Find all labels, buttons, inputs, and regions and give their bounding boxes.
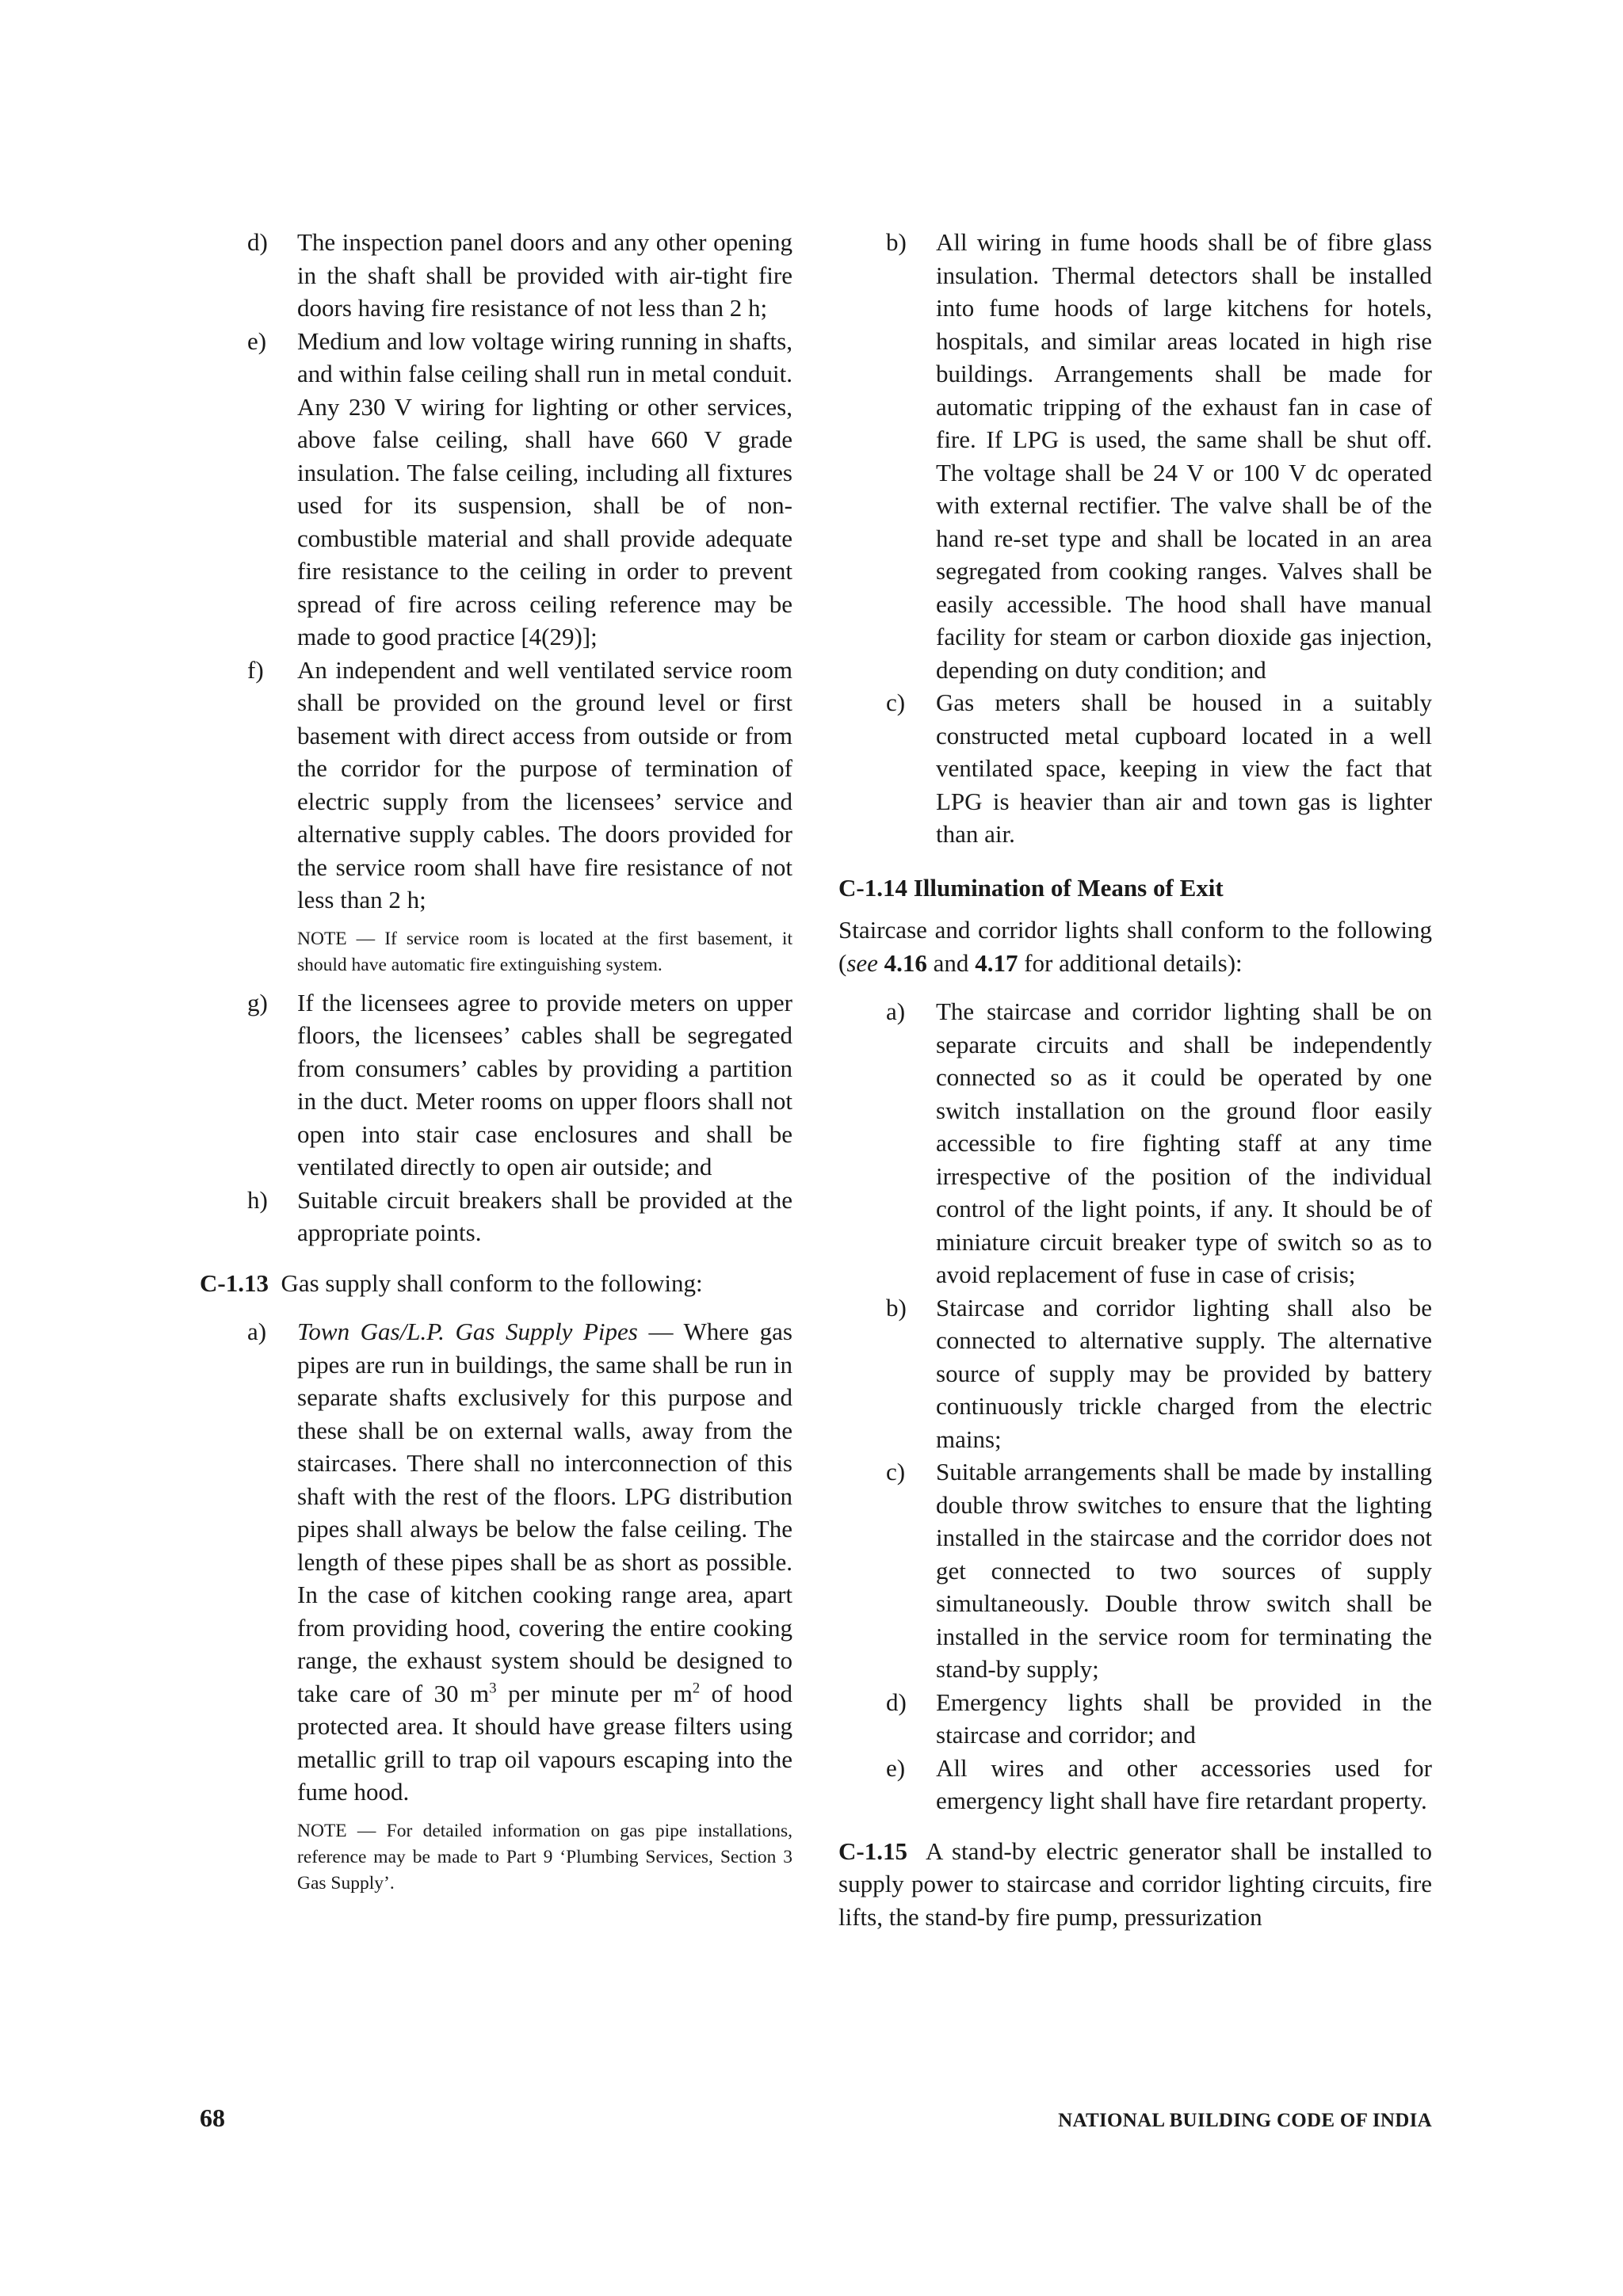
list-item-c114-a: [838, 995, 1432, 1291]
list-text: Medium and low voltage wiring running in shafts, and within false ceiling shall run in metal conduit. Any 230 V wiring for lighting or other services, above false ceiling, shall have 660 V grade insulation. The false ceiling, including all fixtures used for its suspension, shall be of non-combustible material and shall provide adequate fire resistance to the ceiling in order to prevent spread of fire across ceiling reference may be made to good practice [4(29)];: [297, 326, 792, 650]
right-column: [838, 226, 1432, 1933]
clause-c-1-13: [200, 1267, 792, 1300]
list-text: Gas meters shall be housed in a suitably constructed metal cupboard located in a well ventilated space, keeping in view the fact that LPG is heavier than air and town gas is lighter than air.: [936, 688, 1432, 848]
list-marker: e): [886, 1753, 906, 1782]
list-text: An independent and well ventilated service room shall be provided on the ground level or first basement with direct access from outside or from the corridor for the purpose of termination of electric supply from the licensees’ service and alternative supply cables. The doors provided for the service room shall have fire resistance of not less than 2 h;: [297, 655, 792, 913]
left-column: [200, 226, 792, 1905]
list-text: Emergency lights shall be provided in the staircase and corridor; and: [936, 1688, 1432, 1749]
list-item-h: [200, 1184, 792, 1249]
list-marker: d): [247, 228, 268, 256]
list-item-f: [200, 654, 792, 917]
list-text: Staircase and corridor lighting shall also be connected to alternative supply. The alternative source of supply may be provided by battery continuously trickle charged from the electric mains;: [936, 1293, 1432, 1453]
list-marker: b): [886, 228, 907, 256]
list-marker: e): [247, 326, 267, 355]
list-marker: h): [247, 1185, 268, 1214]
running-title: NATIONAL BUILDING CODE OF INDIA: [1058, 2110, 1432, 2131]
list-text: Town Gas/L.P. Gas Supply Pipes — Where gas pipes are run in buildings, the same shall be run in separate shafts exclusively for this purpose and these shall be on external walls, away from the staircases. There shall no interconnection of this shaft with the rest of the floors. LPG distribution pipes shall always be below the false ceiling. The length of these pipes shall be as short as possible. In the case of kitchen cooking range area, apart from providing hood, covering the entire cooking range, the exhaust system should be designed to take care of 30 $m^3$ per minute per $m^2$ of hood protected area. It should have grease filters using metallic grill to trap oil vapours escaping into the fume hood.: [297, 1318, 792, 1806]
list-item-c114-c: [838, 1455, 1432, 1686]
list-marker: g): [247, 988, 268, 1016]
list-marker: a): [886, 997, 906, 1025]
list-item-c114-b: [838, 1291, 1432, 1456]
list-marker: c): [886, 688, 906, 716]
list-marker: a): [247, 1318, 267, 1345]
list-item-c114-d: [838, 1686, 1432, 1752]
page-footer: [200, 2103, 1432, 2133]
list-text: Suitable arrangements shall be made by installing double throw switches to ensure that the lighting installed in the staircase and the corridor does not get connected to two sources of supply simultaneously. Double throw switch shall be installed in the service room for terminating the stand-by supply;: [936, 1458, 1432, 1683]
clause-c-1-15: [838, 1835, 1432, 1934]
list-text: All wires and other accessories used for emergency light shall have fire retardant property.: [936, 1753, 1432, 1814]
note-service-room: NOTE — If service room is located at the first basement, it should have automatic fire extinguishing system.: [297, 928, 792, 975]
list-item-e: [200, 325, 792, 654]
list-text: The staircase and corridor lighting shall be on separate circuits and shall be independently connected so as it could be operated by one switch installation on the ground floor easily accessible to fire fighting staff at any time irrespective of the position of the individual control of the light points, if any. It should be of miniature circuit breaker type of switch so as to avoid replacement of fuse in case of crisis;: [936, 997, 1432, 1288]
clause-number: C-1.15: [838, 1836, 907, 1865]
clause-number: C-1.13: [200, 1268, 269, 1297]
list-text: All wiring in fume hoods shall be of fibre glass insulation. Thermal detectors shall be installed into fume hoods of large kitchens for hotels, hospitals, and similar areas located in high rise buildings. Arrangements shall be made for automatic tripping of the exhaust fan in case of fire. If LPG is used, the same shall be shut off. The voltage shall be 24 V or 100 V dc operated with external rectifier. The valve shall be of the hand re-set type and shall be located in an area segregated from cooking ranges. Valves shall be easily accessible. The hood shall have manual facility for steam or carbon dioxide gas injection, depending on duty condition; and: [936, 228, 1432, 684]
list-text: Suitable circuit breakers shall be provided at the appropriate points.: [297, 1185, 792, 1246]
list-item-d: [200, 226, 792, 325]
list-marker: d): [886, 1688, 907, 1716]
list-text: If the licensees agree to provide meters on upper floors, the licensees’ cables shall be segregated from consumers’ cables by providing a partition in the duct. Meter rooms on upper floors shall not open into stair case enclosures and shall be ventilated directly to open air outside; and: [297, 988, 792, 1180]
item-title: Town Gas/L.P. Gas Supply Pipes: [297, 1318, 638, 1345]
list-marker: f): [247, 655, 264, 684]
section-intro: Staircase and corridor lights shall conform to the following (see 4.16 and 4.17 for additional details):: [838, 916, 1432, 977]
list-marker: c): [886, 1458, 906, 1486]
list-item-c114-e: [838, 1752, 1432, 1817]
page-number: 68: [200, 2103, 225, 2132]
list-item-g: [200, 986, 792, 1184]
list-item-b: [838, 226, 1432, 686]
section-heading-c-1-14: C-1.14 Illumination of Means of Exit: [838, 873, 1224, 902]
list-marker: b): [886, 1293, 907, 1322]
clause-text: Gas supply shall conform to the following:: [281, 1268, 703, 1297]
clause-text: A stand-by electric generator shall be installed to supply power to staircase and corridor lighting circuits, fire lifts, the stand-by fire pump, pressurization: [838, 1836, 1432, 1931]
list-item-c: [838, 686, 1432, 851]
list-text: The inspection panel doors and any other opening in the shaft shall be provided with air-tight fire doors having fire resistance of not less than 2 h;: [297, 228, 792, 322]
list-item-gas-pipes: [200, 1315, 792, 1809]
note-gas-pipes: NOTE — For detailed information on gas pipe installations, reference may be made to Part 9 ‘Plumbing Services, Section 3 Gas Supply’.: [297, 1820, 792, 1894]
